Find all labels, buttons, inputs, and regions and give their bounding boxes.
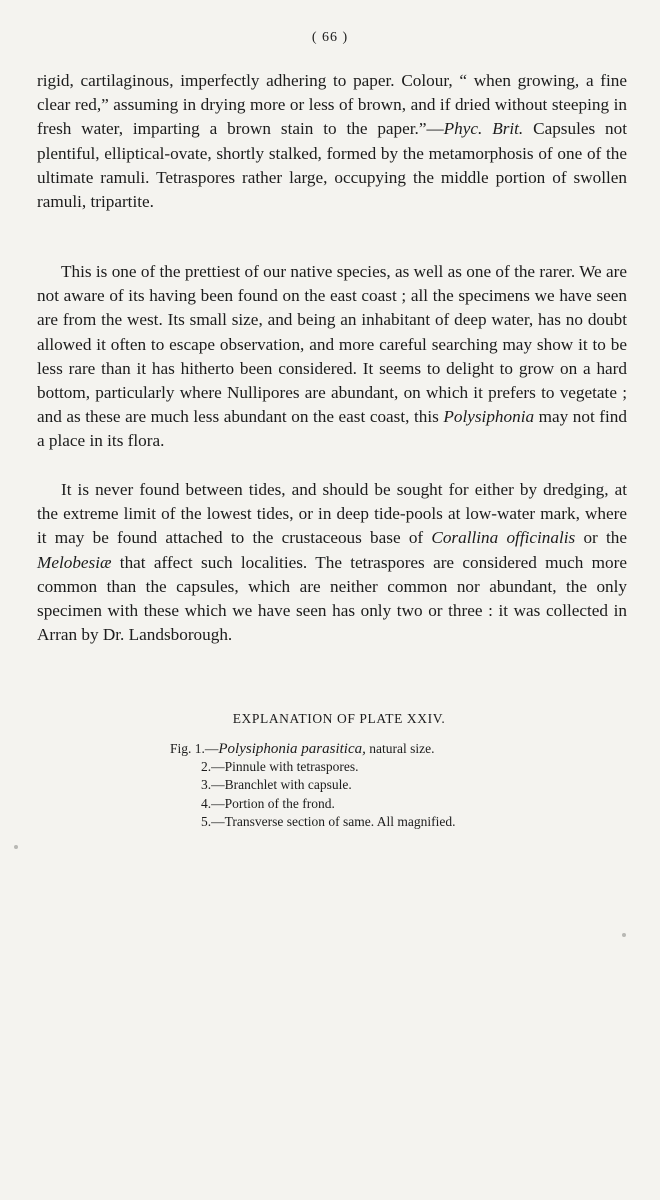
plate-explanation-heading: EXPLANATION OF PLATE XXIV. bbox=[232, 711, 446, 726]
plate-explanation bbox=[0, 708, 660, 829]
paragraph-3-italic-genus: Melobesiæ bbox=[37, 552, 112, 572]
paragraph-3-italic-species: Corallina officinalis bbox=[431, 528, 576, 548]
paragraph-2-text-b: may not find a place in its flora. bbox=[37, 407, 627, 451]
figure-1-caption: natural size. bbox=[365, 741, 435, 756]
paragraph-1-text-a: rigid, cartilaginous, imperfectly adhering to paper. Colour, “ when growing, a fine clear red,” assuming in drying more or less of brown, and if dried without steeping in fresh water, imparting a brown stain to the paper.”— bbox=[37, 71, 627, 139]
paragraph-2-italic-genus: Polysiphonia bbox=[443, 407, 535, 427]
figure-item-2: 2.—Pinnule with tetraspores. bbox=[201, 759, 359, 775]
figure-list bbox=[170, 740, 590, 831]
paragraph-2-text-a: This is one of the prettiest of our native species, as well as one of the rarer. We are not aware of its having been found on the east coast ; all the specimens we have seen are from the west. Its small size, and being an inhabitant of deep water, has no doubt allowed it often to escape observation, and more careful searching may show it to be less rare than it has hitherto been considered. It seems to delight to grow on a hard bottom, particularly where Nullipores are abundant, on which it prefers to vegetate ; and as these are much less abundant on the east coast, this bbox=[37, 262, 627, 427]
figure-item-3: 3.—Branchlet with capsule. bbox=[201, 777, 352, 793]
figure-1-prefix: Fig. 1.— bbox=[170, 741, 219, 756]
page-number: ( 66 ) bbox=[311, 30, 349, 45]
paragraph-3-text-c: that affect such localities. The tetraspores are considered much more common than the capsules, which are neither common nor abundant, the only specimen with these which we have seen has only two or three : it was collected in Arran by Dr. Landsborough. bbox=[37, 552, 627, 645]
paragraph-1-italic-citation: Phyc. Brit. bbox=[443, 119, 524, 139]
paragraph-3-text-b: or the bbox=[575, 528, 627, 548]
paragraph-2 bbox=[37, 260, 627, 454]
paper-speck bbox=[622, 933, 626, 937]
paragraph-1-text-b: Capsules not plentiful, elliptical-ovate, shortly stalked, formed by the metamorphosis of one of the ultimate ramuli. Tetraspores rather large, occupying the middle portion of swollen ramuli, tripartite. bbox=[37, 119, 628, 212]
figure-item-1 bbox=[170, 740, 590, 758]
paragraph-3 bbox=[37, 478, 627, 647]
paper-speck bbox=[14, 845, 18, 849]
figure-1-species: Polysiphonia parasitica, bbox=[218, 741, 366, 757]
paragraph-1 bbox=[37, 69, 627, 214]
paragraph-3-text-a: It is never found between tides, and should be sought for either by dredging, at the extreme limit of the lowest tides, or in deep tide-pools at low-water mark, where it may be found attached to the crustaceous base of bbox=[37, 480, 627, 548]
figure-item-4: 4.—Portion of the frond. bbox=[201, 795, 335, 811]
figure-item-5: 5.—Transverse section of same. All magnified. bbox=[201, 813, 456, 829]
